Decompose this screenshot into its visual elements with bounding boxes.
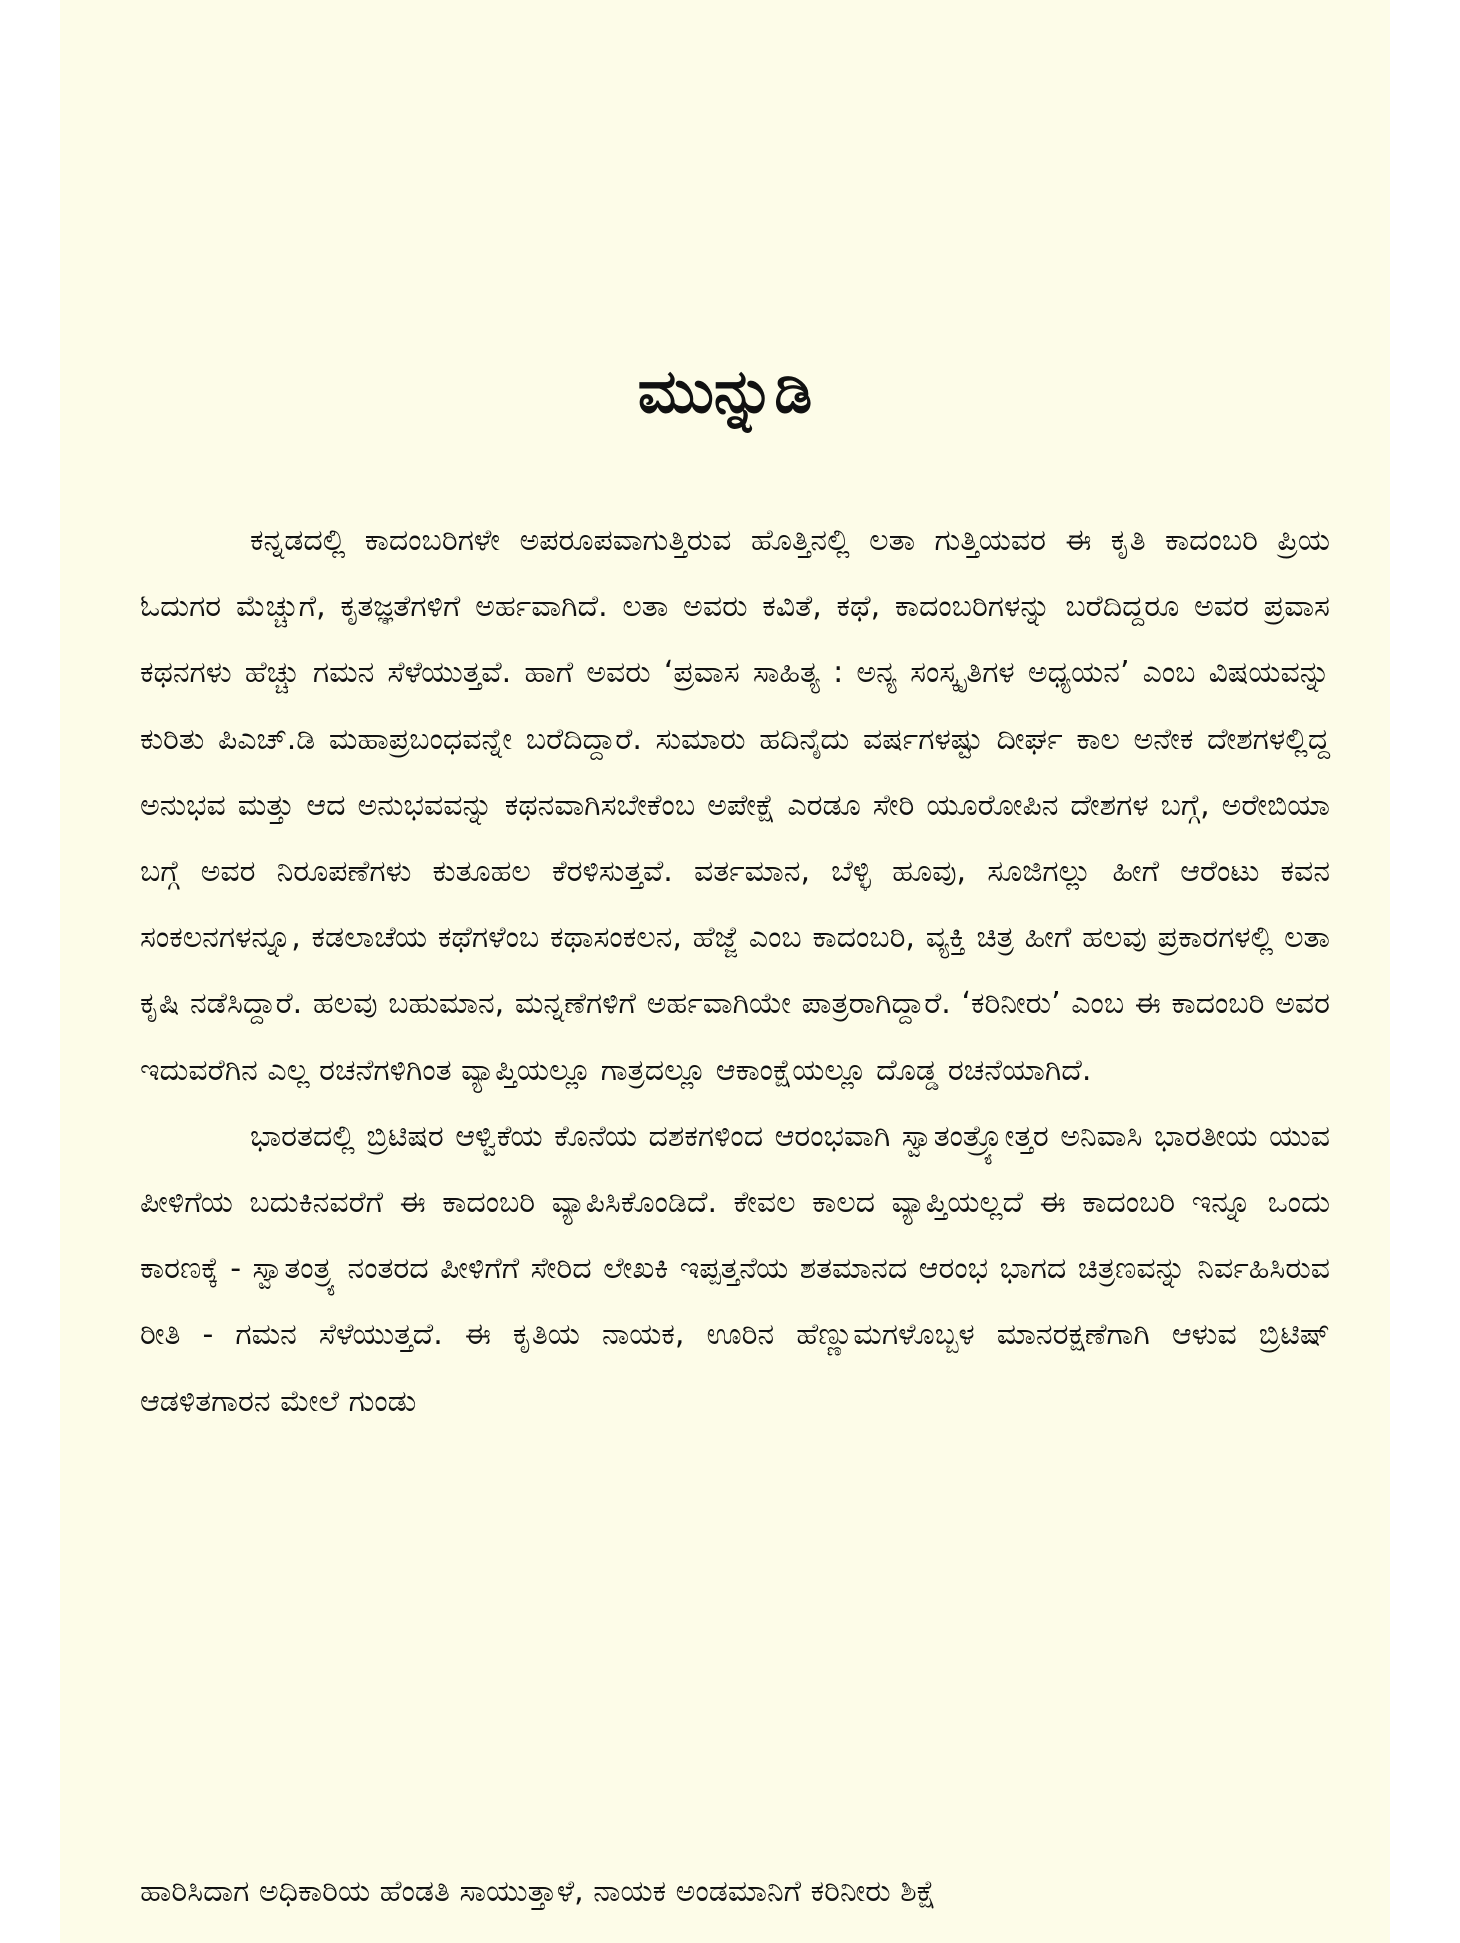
- paragraph: ಕನ್ನಡದಲ್ಲಿ ಕಾದಂಬರಿಗಳೇ ಅಪರೂಪವಾಗುತ್ತಿರುವ ಹೊತ್ತಿನಲ್ಲಿ ಲತಾ ಗುತ್ತಿಯವರ ಈ ಕೃತಿ ಕಾದಂಬರಿ ಪ್ರಿಯ ಓದುಗರ ಮೆಚ್ಚುಗೆ, ಕೃತಜ್ಞತೆಗಳಿಗೆ ಅರ್ಹವಾಗಿದೆ. ಲತಾ ಅವರು ಕವಿತೆ, ಕಥೆ, ಕಾದಂಬರಿಗಳನ್ನು ಬರೆದಿದ್ದರೂ ಅವರ ಪ್ರವಾಸ ಕಥನಗಳು ಹೆಚ್ಚು ಗಮನ ಸೆಳೆಯುತ್ತವೆ. ಹಾಗೆ ಅವರು ‘ಪ್ರವಾಸ ಸಾಹಿತ್ಯ : ಅನ್ಯ ಸಂಸ್ಕೃತಿಗಳ ಅಧ್ಯಯನ’ ಎಂಬ ವಿಷಯವನ್ನು ಕುರಿತು ಪಿಎಚ್.ಡಿ ಮಹಾಪ್ರಬಂಧವನ್ನೇ ಬರೆದಿದ್ದಾರೆ. ಸುಮಾರು ಹದಿನೈದು ವರ್ಷಗಳಷ್ಟು ದೀರ್ಘ ಕಾಲ ಅನೇಕ ದೇಶಗಳಲ್ಲಿದ್ದ ಅನುಭವ ಮತ್ತು ಆದ ಅನುಭವವನ್ನು ಕಥನವಾಗಿಸಬೇಕೆಂಬ ಅಪೇಕ್ಷೆ ಎರಡೂ ಸೇರಿ ಯೂರೋಪಿನ ದೇಶಗಳ ಬಗ್ಗೆ, ಅರೇಬಿಯಾ ಬಗ್ಗೆ ಅವರ ನಿರೂಪಣೆಗಳು ಕುತೂಹಲ ಕೆರಳಿಸುತ್ತವೆ. ವರ್ತಮಾನ, ಬೆಳ್ಳಿ ಹೂವು, ಸೂಜಿಗಲ್ಲು ಹೀಗೆ ಆರೆಂಟು ಕವನ ಸಂಕಲನಗಳನ್ನೂ, ಕಡಲಾಚೆಯ ಕಥೆಗಳೆಂಬ ಕಥಾಸಂಕಲನ, ಹೆಜ್ಜೆ ಎಂಬ ಕಾದಂಬರಿ, ವ್ಯಕ್ತಿ ಚಿತ್ರ ಹೀಗೆ ಹಲವು ಪ್ರಕಾರಗಳಲ್ಲಿ ಲತಾ ಕೃಷಿ ನಡೆಸಿದ್ದಾರೆ. ಹಲವು ಬಹುಮಾನ, ಮನ್ನಣೆಗಳಿಗೆ ಅರ್ಹವಾಗಿಯೇ ಪಾತ್ರರಾಗಿದ್ದಾರೆ. ‘ಕರಿನೀರು’ ಎಂಬ ಈ ಕಾದಂಬರಿ ಅವರ ಇದುವರೆಗಿನ ಎಲ್ಲ ರಚನೆಗಳಿಗಿಂತ ವ್ಯಾಪ್ತಿಯಲ್ಲೂ ಗಾತ್ರದಲ್ಲೂ ಆಕಾಂಕ್ಷೆಯಲ್ಲೂ ದೊಡ್ಡ ರಚನೆಯಾಗಿದೆ.: [140, 523, 1330, 1088]
- paragraph: ಭಾರತದಲ್ಲಿ ಬ್ರಿಟಿಷರ ಆಳ್ವಿಕೆಯ ಕೊನೆಯ ದಶಕಗಳಿಂದ ಆರಂಭವಾಗಿ ಸ್ವಾತಂತ್ರ್ಯೋತ್ತರ ಅನಿವಾಸಿ ಭಾರತೀಯ ಯುವ ಪೀಳಿಗೆಯ ಬದುಕಿನವರೆಗೆ ಈ ಕಾದಂಬರಿ ವ್ಯಾಪಿಸಿಕೊಂಡಿದೆ. ಕೇವಲ ಕಾಲದ ವ್ಯಾಪ್ತಿಯಲ್ಲದೆ ಈ ಕಾದಂಬರಿ ಇನ್ನೂ ಒಂದು ಕಾರಣಕ್ಕೆ - ಸ್ವಾತಂತ್ರ್ಯ ನಂತರದ ಪೀಳಿಗೆಗೆ ಸೇರಿದ ಲೇಖಕಿ ಇಪ್ಪತ್ತನೆಯ ಶತಮಾನದ ಆರಂಭ ಭಾಗದ ಚಿತ್ರಣವನ್ನು ನಿರ್ವಹಿಸಿರುವ ರೀತಿ - ಗಮನ ಸೆಳೆಯುತ್ತದೆ. ಈ ಕೃತಿಯ ನಾಯಕ, ಊರಿನ ಹೆಣ್ಣುಮಗಳೊಬ್ಬಳ ಮಾನರಕ್ಷಣೆಗಾಗಿ ಆಳುವ ಬ್ರಿಟಿಷ್ ಆಡಳಿತಗಾರನ ಮೇಲೆ ಗುಂಡು: [140, 1118, 1330, 1419]
- body-text: [140, 508, 1330, 1435]
- page-title: ಮುನ್ನುಡಿ: [637, 357, 813, 427]
- page: [60, 0, 1390, 1943]
- last-line: ಹಾರಿಸಿದಾಗ ಅಧಿಕಾರಿಯ ಹೆಂಡತಿ ಸಾಯುತ್ತಾಳೆ, ನಾಯಕ ಅಂಡಮಾನಿಗೆ ಕರಿನೀರು ಶಿಕ್ಷೆ: [140, 1874, 937, 1909]
